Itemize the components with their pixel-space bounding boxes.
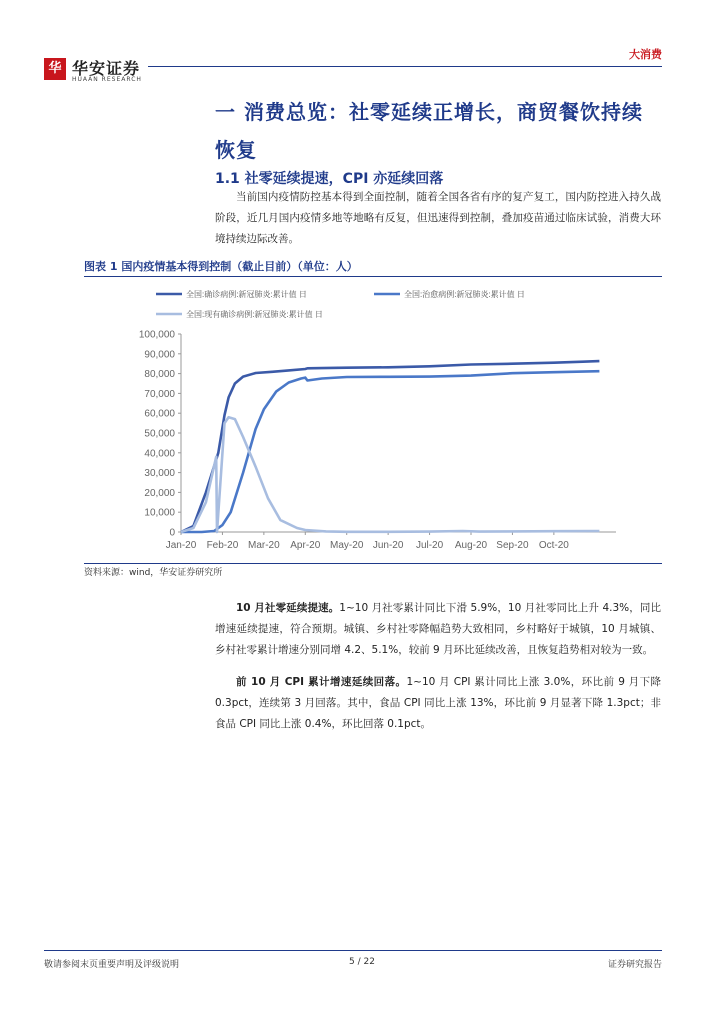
cpi-lead: 前 10 月 CPI 累计增速延续回落。: [236, 676, 407, 688]
y-tick-label: 50,000: [144, 428, 175, 440]
legend-label-0: 全国:确诊病例:新冠肺炎:累计值 日: [186, 290, 307, 299]
x-tick-label: May-20: [330, 540, 364, 551]
footer-doc-type: 证券研究报告: [607, 960, 662, 970]
retail-paragraph: [215, 598, 661, 661]
header-divider: [148, 66, 662, 67]
figure-caption: 图表 1 国内疫情基本得到控制（截止目前）（单位：人）: [84, 260, 358, 273]
footer-disclaimer: 敬请参阅末页重要声明及评级说明: [44, 960, 180, 970]
x-tick-label: Jul-20: [415, 540, 444, 551]
logo-subtext: HUAAN RESEARCH: [72, 76, 142, 83]
series-line-1: [181, 371, 599, 532]
header-category: 大消费: [629, 48, 662, 61]
x-tick-label: Aug-20: [454, 540, 488, 551]
series-line-0: [181, 361, 599, 532]
epidemic-line-chart: [84, 280, 662, 562]
x-tick-label: Feb-20: [206, 540, 239, 551]
figure-bottom-rule: [84, 563, 662, 564]
legend-label-2: 全国:现有确诊病例:新冠肺炎:累计值 日: [186, 310, 323, 319]
figure-source: 资料来源：wind，华安证券研究所: [84, 568, 223, 578]
cpi-text: 1~10 月 CPI 累计同比上涨 3.0%，环比前 9 月下降 0.3pct，连续第 3 月回落。其中，食品 CPI 同比上涨 13%，环比前 9 月显著下降 1.3pct；非食品 CPI 同比上涨 0.4%，环比回落 0.1pct。: [215, 676, 662, 730]
retail-lead: 10 月社零延续提速。: [236, 602, 340, 614]
x-tick-label: Oct-20: [538, 540, 569, 551]
y-tick-label: 40,000: [144, 448, 175, 460]
y-tick-label: 10,000: [144, 507, 175, 519]
figure-top-rule: [84, 276, 662, 277]
section-title: 一 消费总览：社零延续正增长，商贸餐饮持续: [215, 100, 643, 124]
x-tick-label: Jan-20: [165, 540, 197, 551]
x-tick-label: Apr-20: [290, 540, 321, 551]
logo-text: 华安证券: [72, 59, 141, 78]
x-tick-label: Sep-20: [496, 540, 529, 551]
subsection-title: 1.1 社零延续提速，CPI 亦延续回落: [215, 171, 444, 187]
y-tick-label: 20,000: [144, 487, 175, 499]
legend-label-1: 全国:治愈病例:新冠肺炎:累计值 日: [404, 290, 525, 299]
y-tick-label: 90,000: [144, 349, 175, 361]
intro-paragraph: 当前国内疫情防控基本得到全面控制，随着全国各省有序的复产复工，国内防控进入持久战阶段，近几月国内疫情多地等地略有反复，但迅速得到控制，叠加疫苗通过临床试验，消费大环境持续边际改善。: [215, 191, 661, 245]
page-number: 5 / 22: [349, 957, 375, 967]
x-tick-label: Mar-20: [248, 540, 280, 551]
y-tick-label: 0: [169, 527, 175, 539]
retail-text: 1~10 月社零累计同比下滑 5.9%，10 月社零同比上升 4.3%，同比增速延续提速，符合预期。城镇、乡村社零降幅趋势大致相同，乡村略好于城镇，10 月城镇、乡村社零累计增速分别同增 4.2、5.1%，较前 9 月环比延续改善，且恢复趋势相对较为一致。: [215, 602, 661, 656]
footer-divider: [44, 950, 662, 951]
y-tick-label: 100,000: [138, 329, 175, 341]
section-title-continued: 恢复: [215, 138, 257, 162]
logo-icon: 华: [44, 58, 66, 80]
y-tick-label: 30,000: [144, 468, 175, 480]
y-tick-label: 60,000: [144, 408, 175, 420]
y-tick-label: 70,000: [144, 388, 175, 400]
chart-canvas: [84, 280, 662, 562]
x-tick-label: Jun-20: [372, 540, 404, 551]
cpi-paragraph: [215, 672, 661, 735]
y-tick-label: 80,000: [144, 369, 175, 381]
